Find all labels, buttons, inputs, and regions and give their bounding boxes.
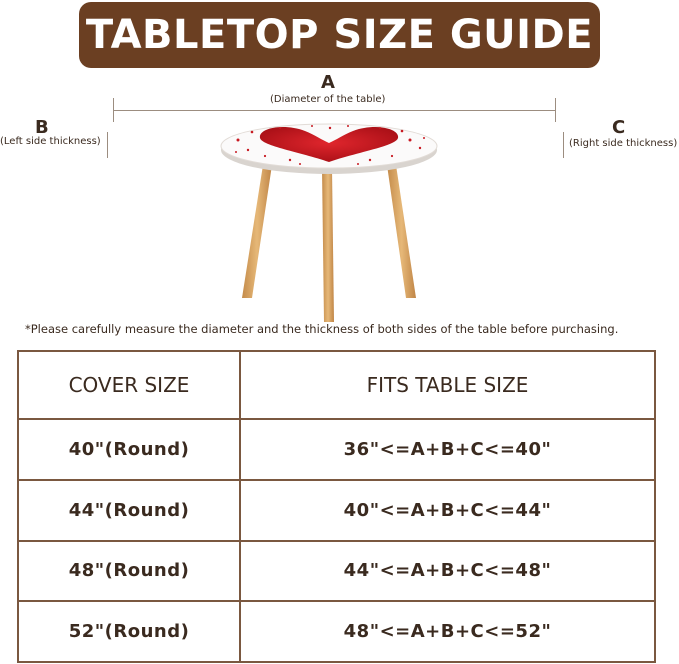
cover-size-cell: 40"(Round) — [18, 419, 240, 480]
size-guide-table — [17, 350, 656, 663]
fits-size-cell: 48"<=A+B+C<=52" — [240, 601, 655, 662]
dimension-a-letter: A — [321, 72, 335, 93]
cover-size-cell: 44"(Round) — [18, 480, 240, 541]
table-row — [18, 480, 655, 541]
table-illustration — [0, 0, 679, 330]
table-leg-front — [322, 168, 334, 322]
fits-size-cell: 36"<=A+B+C<=40" — [240, 419, 655, 480]
dimension-c-caption: (Right side thickness) — [569, 138, 678, 149]
fits-size-cell: 40"<=A+B+C<=44" — [240, 480, 655, 541]
cover-size-cell: 52"(Round) — [18, 601, 240, 662]
table-header-row — [18, 351, 655, 419]
header-fits-table-size: FITS TABLE SIZE — [240, 351, 655, 419]
dimension-a-caption: (Diameter of the table) — [270, 94, 386, 105]
table-row — [18, 541, 655, 602]
page-title: TABLETOP SIZE GUIDE — [85, 12, 594, 58]
header-cover-size: COVER SIZE — [18, 351, 240, 419]
dimension-b-letter: B — [35, 117, 49, 138]
cover-size-cell: 48"(Round) — [18, 541, 240, 602]
table-row — [18, 601, 655, 662]
dimension-c-letter: C — [612, 117, 626, 138]
table-row — [18, 419, 655, 480]
table-leg-right — [387, 165, 416, 298]
fits-size-cell: 44"<=A+B+C<=48" — [240, 541, 655, 602]
dimension-b-caption: (Left side thickness) — [0, 136, 101, 147]
table-leg-left — [242, 165, 272, 298]
measurement-note: *Please carefully measure the diameter and the thickness of both sides of the table before purchasing. — [25, 322, 619, 336]
